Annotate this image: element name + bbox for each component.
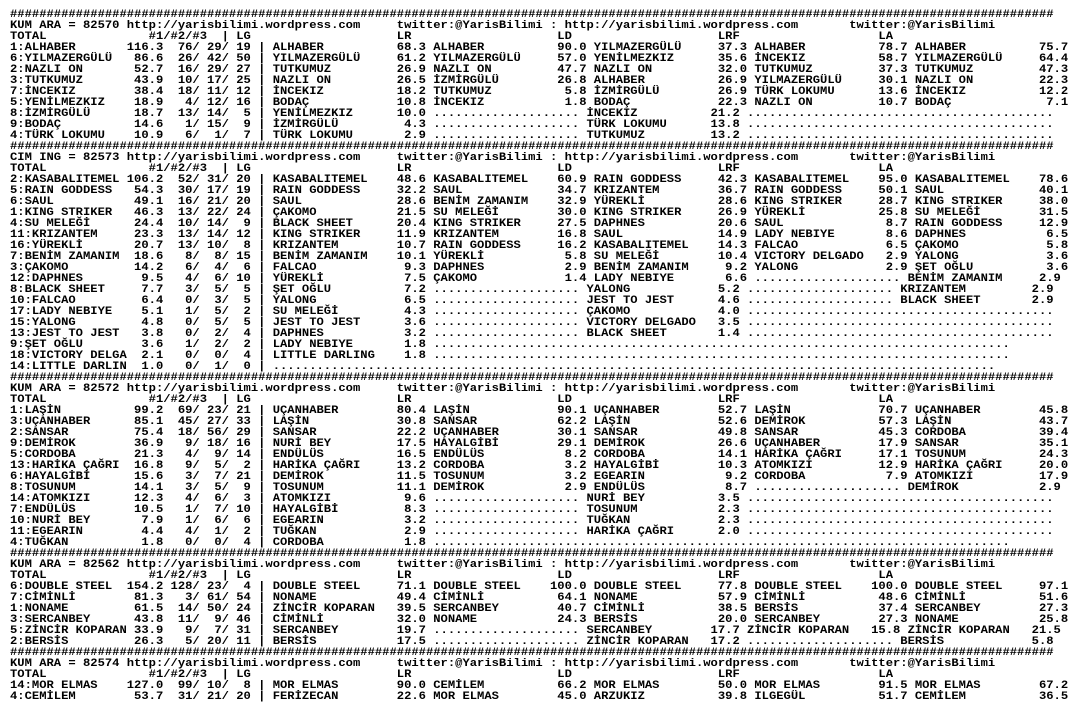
separator-line: ############################################################################################################################################### [10,9,1054,21]
text-line: CIM ING = 82573 http://yarisbilimi.wordpress.com twitter:@YarisBilimi : http://yarisbilimi.wordpress.com twitter:@YarisBilimi [10,152,996,164]
text-line: 1:NONAME 61.5 14/ 50/ 24 | ZİNCİR KOPARAN 39.5 SERCANBEY 40.7 CİMİNLİ 38.5 BERSİS 37.4 SERCANBEY 27.3 [10,603,1069,615]
text-line: TOTAL #1/#2/#3 | LG LR LD LRF LA [10,394,894,406]
text-line: TOTAL #1/#2/#3 | LG LR LD LRF LA [10,669,894,681]
text-line: 8:İZMİRGÜLÜ 18.7 13/ 14/ 5 | YENİLMEZKIZ 10.0 .................... İNCEKIZ 21.2 .......................................... [10,108,1054,120]
text-line: 5:RAIN GODDESS 54.3 30/ 17/ 19 | RAIN GODDESS 32.2 SAUL 34.7 KRIZANTEM 36.7 RAIN GODDESS 50.1 SAUL 40.1 [10,185,1069,197]
text-line: 11:KRIZANTEM 23.3 13/ 14/ 12 | KING STRIKER 11.9 KRIZANTEM 16.8 SAUL 14.9 LADY NEBIYE 8.6 DAPHNES 6.5 [10,229,1069,241]
separator-line: ############################################################################################################################################### [10,647,1054,659]
text-line: 18:VICTORY DELGA 2.1 0/ 0/ 4 | LITTLE DARLING 1.8 ............................................................................... [10,350,1010,362]
text-line: 6:SAUL 49.1 16/ 21/ 20 | SAUL 28.6 BENİM ZAMANIM 32.9 YÜREKLİ 28.6 KING STRIKER 28.7 KING STRIKER 38.0 [10,196,1069,208]
text-line: 2:KASABALITEMEL 106.2 52/ 31/ 20 | KASABALITEMEL 48.6 KASABALITEMEL 60.9 RAIN GODDESS 42.3 KASABALITEMEL 95.0 KASABALITEMEL 78.6 [10,174,1069,186]
text-line: 2:BERSİS 26.3 5/ 20/ 11 | BERSİS 17.5 .................... ZİNCİR KOPARAN 17.2 .................... BERSİS 5.8 [10,636,1054,648]
text-line: 12:DAPHNES 9.5 4/ 6/ 10 | YÜREKLİ 7.5 ÇAKOMO 1.4 LADY NEBIYE 6.6 .................... BENİM ZAMANIM 2.9 [10,273,1061,285]
text-line: 13:HARİKA ÇAĞRI 16.8 9/ 5/ 2 | HARİKA ÇAĞRI 13.2 CORDOBA 3.2 HAYALGİBİ 10.3 ATOMKIZI 12.9 HARİKA ÇAĞRI 20.0 [10,460,1069,472]
text-line: 14:ATOMKIZI 12.3 4/ 6/ 3 | ATOMKIZI 9.6 .................... NURİ BEY 3.5 .......................................... [10,493,1054,505]
text-line: KUM ARA = 82570 http://yarisbilimi.wordpress.com twitter:@YarisBilimi : http://yarisbilimi.wordpress.com twitter:@YarisBilimi [10,20,996,32]
text-line: 10:FALCAO 6.4 0/ 3/ 5 | YALONG 6.5 .................... JEST TO JEST 4.6 .................... BLACK SHEET 2.9 [10,295,1054,307]
text-line: 6:YILMAZERGÜLÜ 86.6 26/ 42/ 50 | YILMAZERGÜLÜ 61.2 YILMAZERGÜLÜ 57.0 YENİLMEZKIZ 35.6 İNCEKIZ 58.7 YILMAZERGÜLÜ 64.4 [10,53,1069,65]
text-line: 6:HAYALGİBİ 15.6 3/ 7/ 21 | DEMİROK 11.5 TOSUNUM 3.2 EGEARIN 9.2 CORDOBA 7.9 ATOMKIZI 17.9 [10,471,1069,483]
text-line: 5:YENİLMEZKIZ 18.9 4/ 12/ 16 | BODAÇ 10.8 İNCEKIZ 1.8 BODAÇ 22.3 NAZLI ON 10.7 BODAÇ 7.1 [10,97,1069,109]
text-line: 2:NAZLI ON 52.7 16/ 29/ 27 | TUTKUMUZ 26.9 NAZLI ON 47.7 NAZLI ON 32.0 TUTKUMUZ 37.3 TUTKUMUZ 47.3 [10,64,1069,76]
text-line: 4:SU MELEĞİ 24.4 10/ 14/ 9 | BLACK SHEET 20.4 KING STRIKER 27.5 DAPHNES 20.6 SAUL 8.7 RAIN GODDESS 12.9 [10,218,1069,230]
text-line: 5:ZİNCİR KOPARAN 33.9 9/ 7/ 31 | SERCANBEY 19.7 .................... SERCANBEY 17.7 ZİNCİR KOPARAN 15.8 ZİNCİR KOPARAN 21.5 [10,625,1061,637]
separator-line: ############################################################################################################################################### [10,548,1054,560]
text-line: TOTAL #1/#2/#3 | LG LR LD LRF LA [10,31,894,43]
text-line: KUM ARA = 82572 http://yarisbilimi.wordpress.com twitter:@YarisBilimi : http://yarisbilimi.wordpress.com twitter:@YarisBilimi [10,383,996,395]
text-line: 3:UÇANHABER 85.1 45/ 27/ 33 | LAŞİN 30.8 SANSAR 62.2 LAŞİN 52.6 DEMİROK 57.3 LAŞİN 43.7 [10,416,1069,428]
text-line: KUM ARA = 82574 http://yarisbilimi.wordpress.com twitter:@YarisBilimi : http://yarisbilimi.wordpress.com twitter:@YarisBilimi [10,658,996,670]
text-line: 4:TUĞKAN 1.8 0/ 0/ 4 | CORDOBA 1.8 ............................................................................... [10,537,1010,549]
text-line: 9:ŞET OĞLU 3.6 1/ 2/ 2 | LADY NEBIYE 1.8 ............................................................................... [10,339,1010,351]
text-line: 1:LAŞİN 99.2 69/ 23/ 21 | UÇANHABER 80.4 LAŞİN 90.1 UÇANHABER 52.7 LAŞİN 70.7 UÇANHABER 45.8 [10,405,1069,417]
text-line: 7:İNCEKIZ 38.4 18/ 11/ 12 | İNCEKIZ 18.2 TUTKUMUZ 5.8 İZMİRGÜLÜ 26.9 TÜRK LOKUMU 13.6 İNCEKIZ 12.2 [10,86,1069,98]
text-line: 7:BENİM ZAMANIM 18.6 8/ 8/ 15 | BENİM ZAMANIM 10.1 YÜREKLİ 5.8 SU MELEĞİ 10.4 VICTORY DELGADO 2.9 YALONG 3.6 [10,251,1069,263]
text-line: 3:ÇAKOMO 14.2 6/ 4/ 6 | FALCAO 9.3 DAPHNES 2.9 BENİM ZAMANIM 9.2 YALONG 2.9 ŞET OĞLU 3.6 [10,262,1069,274]
text-line: 7:ENDÜLÜS 10.5 1/ 7/ 10 | HAYALGİBİ 8.3 .................... TOSUNUM 2.3 .......................................... [10,504,1054,516]
text-line: 14:LITTLE DARLIN 1.0 0/ 1/ 0 | ................................................................................................... [10,361,996,373]
text-line: 4:TÜRK LOKUMU 10.9 6/ 1/ 7 | TÜRK LOKUMU 2.9 .................... TUTKUMUZ 13.2 .......................................... [10,130,1054,142]
text-line: 14:MOR ELMAS 127.0 99/ 10/ 8 | MOR ELMAS 90.0 CEMİLEM 66.2 MOR ELMAS 50.0 MOR ELMAS 91.5 MOR ELMAS 67.2 [10,680,1069,692]
separator-line: ############################################################################################################################################### [10,372,1054,384]
text-line: 7:CİMİNLİ 81.3 3/ 61/ 54 | NONAME 49.4 CİMİNLİ 64.1 NONAME 57.9 CİMİNLİ 48.6 CİMİNLİ 51.6 [10,592,1069,604]
text-line: 13:JEST TO JEST 3.8 0/ 2/ 4 | DAPHNES 3.2 .................... BLACK SHEET 1.4 .......................................... [10,328,1054,340]
text-line: 8:BLACK SHEET 7.7 3/ 5/ 5 | ŞET OĞLU 7.2 .................... YALONG 5.2 .................... KRIZANTEM 2.9 [10,284,1054,296]
text-line: 1:ALHABER 116.3 76/ 29/ 19 | ALHABER 68.3 ALHABER 90.0 YILMAZERGÜLÜ 37.3 ALHABER 78.7 ALHABER 75.7 [10,42,1069,54]
text-line: 3:TUTKUMUZ 43.9 10/ 17/ 25 | NAZLI ON 26.5 İZMİRGÜLÜ 26.8 ALHABER 26.9 YILMAZERGÜLÜ 30.1 NAZLI ON 22.3 [10,75,1069,87]
text-line: 11:EGEARIN 4.4 4/ 1/ 2 | TUĞKAN 2.9 .................... HARİKA ÇAĞRI 2.0 .......................................... [10,526,1054,538]
text-line: 3:SERCANBEY 43.8 11/ 9/ 46 | CİMİNLİ 32.0 NONAME 24.3 BERSİS 20.0 SERCANBEY 27.3 NONAME 25.8 [10,614,1069,626]
text-line: 9:BODAÇ 14.6 1/ 15/ 9 | İZMİRGÜLÜ 4.3 .................... TÜRK LOKUMU 13.8 .......................................... [10,119,1054,131]
text-line: KUM ARA = 82562 http://yarisbilimi.wordpress.com twitter:@YarisBilimi : http://yarisbilimi.wordpress.com twitter:@YarisBilimi [10,559,996,571]
text-line: 6:DOUBLE STEEL 154.2 128/ 23/ 4 | DOUBLE STEEL 71.1 DOUBLE STEEL 100.0 DOUBLE STEEL 77.8 DOUBLE STEEL 100.0 DOUBLE STEEL 97.1 [10,581,1069,593]
text-line: TOTAL #1/#2/#3 | LG LR LD LRF LA [10,163,894,175]
text-line: 10:NURİ BEY 7.9 1/ 6/ 6 | EGEARIN 3.2 .................... TUĞKAN 2.3 .......................................... [10,515,1054,527]
text-line: 16:YÜREKLİ 20.7 13/ 10/ 8 | KRIZANTEM 10.7 RAIN GODDESS 16.2 KASABALITEMEL 14.3 FALCAO 6.5 ÇAKOMO 5.8 [10,240,1069,252]
text-line: 9:DEMİROK 36.9 9/ 18/ 16 | NURİ BEY 17.5 HAYALGİBİ 29.1 DEMİROK 26.6 UÇANHABER 17.9 SANSAR 35.1 [10,438,1069,450]
separator-line: ############################################################################################################################################### [10,141,1054,153]
text-line: 17:LADY NEBIYE 5.1 1/ 5/ 2 | SU MELEĞİ 4.3 .................... ÇAKOMO 4.0 .......................................... [10,306,1054,318]
text-line: 2:SANSAR 75.4 18/ 56/ 29 | SANSAR 22.2 UÇANHABER 30.1 SANSAR 49.8 SANSAR 45.3 CORDOBA 39.4 [10,427,1069,439]
text-line: TOTAL #1/#2/#3 | LG LR LD LRF LA [10,570,894,582]
text-line: 8:TOSUNUM 14.1 3/ 5/ 9 | TOSUNUM 11.1 DEMİROK 2.9 ENDÜLÜS 8.7 .................... DEMİROK 2.9 [10,482,1061,494]
text-line: 1:KING STRIKER 46.3 13/ 22/ 24 | ÇAKOMO 21.5 SU MELEĞİ 30.0 KING STRIKER 26.9 YÜREKLİ 25.8 SU MELEĞİ 31.5 [10,207,1069,219]
text-line: 5:CORDOBA 21.3 4/ 9/ 14 | ENDÜLÜS 16.5 ENDÜLÜS 8.2 CORDOBA 14.1 HARİKA ÇAĞRI 17.1 TOSUNUM 24.3 [10,449,1069,461]
text-line: 4:CEMİLEM 53.7 31/ 21/ 20 | FERİZECAN 22.6 MOR ELMAS 45.0 ARZUKIZ 39.8 ILGEGÜL 51.7 CEMİLEM 36.5 [10,691,1069,703]
text-line: 15:YALONG 4.8 0/ 5/ 5 | JEST TO JEST 3.6 .................... VICTORY DELGADO 3.5 .......................................... [10,317,1054,329]
